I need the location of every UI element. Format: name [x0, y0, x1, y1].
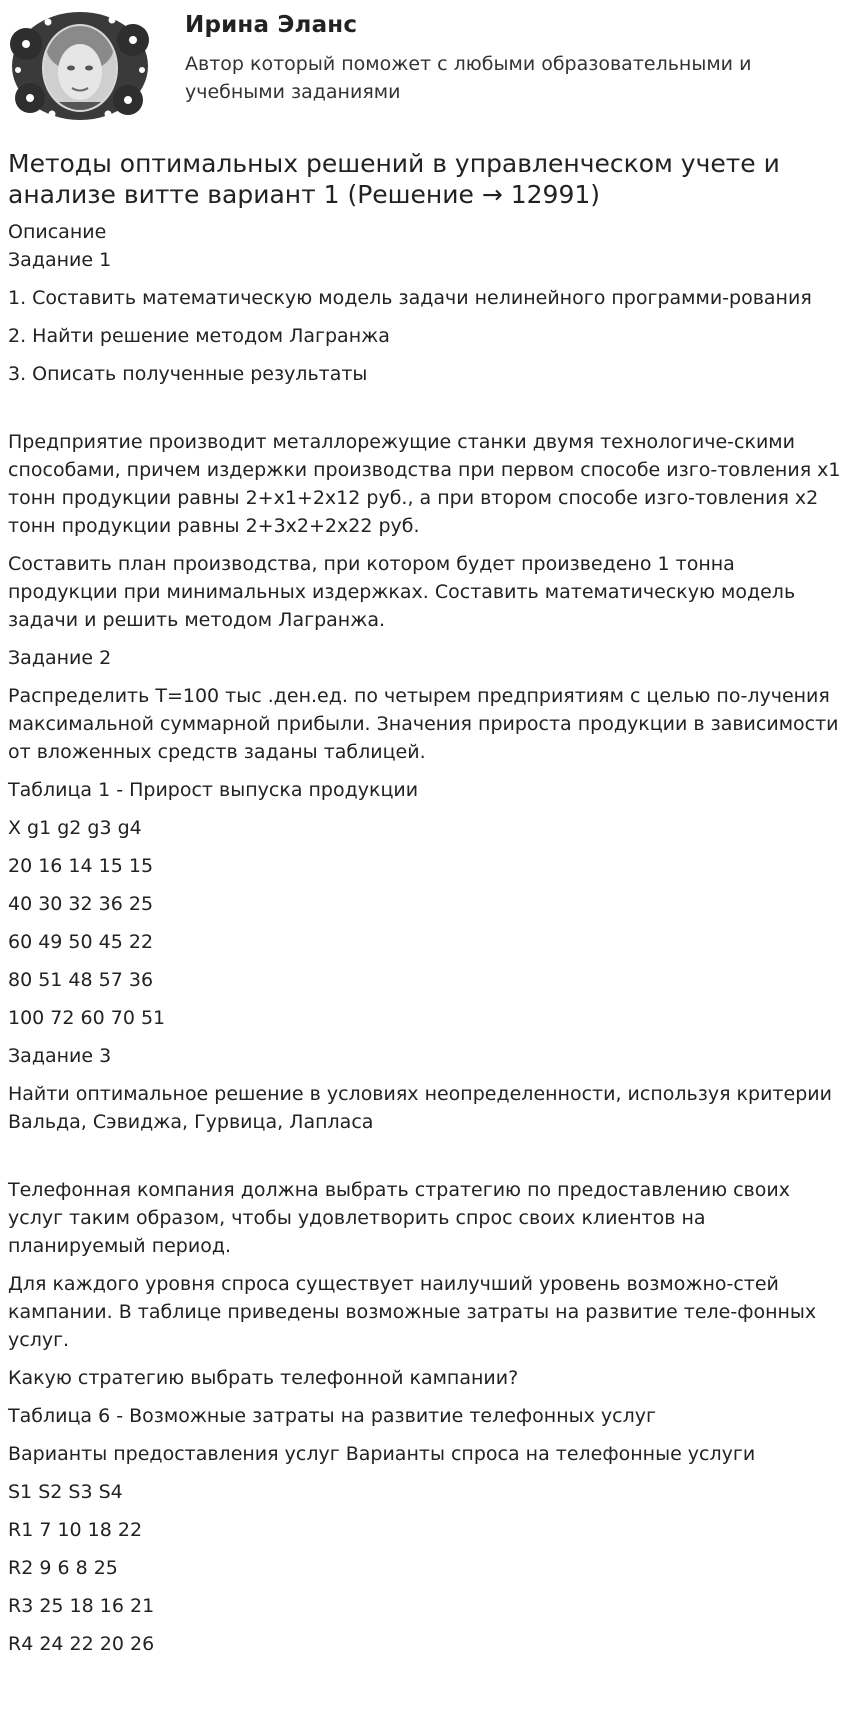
task1-paragraph-2: Составить план производства, при котором будет произведено 1 тонна продукции при минимальных издержках. Составить математическую модель задачи и решить методом Лагранжа.: [8, 553, 796, 631]
table6-row: R3 25 18 16 21: [8, 1595, 155, 1617]
table6-row: R1 7 10 18 22: [8, 1519, 143, 1541]
table6-row: R2 9 6 8 25: [8, 1557, 118, 1579]
task2-heading: Задание 2: [8, 647, 112, 669]
table6-header: Варианты предоставления услуг Варианты спроса на телефонные услуги: [8, 1443, 756, 1465]
table1-caption: Таблица 1 - Прирост выпуска продукции: [8, 779, 419, 801]
page-title: Методы оптимальных решений в управленческом учете и анализе витте вариант 1 (Решение → 12991): [8, 149, 780, 209]
table6-row: R4 24 22 20 26: [8, 1633, 155, 1655]
document-body: [8, 218, 843, 1658]
task3-text: Найти оптимальное решение в условиях неопределенности, используя критерии Вальда, Сэвиджа, Гурвица, Лапласа: [8, 1083, 832, 1133]
task3-paragraph-1: Телефонная компания должна выбрать стратегию по предоставлению своих услуг таким образом, чтобы удовлетворить спрос своих клиентов на планируемый период.: [8, 1179, 790, 1257]
task1-paragraph-1: Предприятие производит металлорежущие станки двумя технологиче-скими способами, причем издержки производства при первом способе изго-товления х1 тонн продукции равны 2+х1+2х12 руб., а при втором способе изго-товления х2 тонн продукции равны 2+3х2+2х22 руб.: [8, 431, 841, 537]
table1-row: X g1 g2 g3 g4: [8, 817, 142, 839]
table1-row: 60 49 50 45 22: [8, 931, 154, 953]
description-label: Описание: [8, 221, 107, 243]
table1-row: 100 72 60 70 51: [8, 1007, 166, 1029]
task1-item-2: 2. Найти решение методом Лагранжа: [8, 325, 390, 347]
task3-paragraph-3: Какую стратегию выбрать телефонной кампании?: [8, 1367, 519, 1389]
table6-caption: Таблица 6 - Возможные затраты на развитие телефонных услуг: [8, 1405, 656, 1427]
task3-heading: Задание 3: [8, 1045, 112, 1067]
task1-item-3: 3. Описать полученные результаты: [8, 363, 368, 385]
table1-row: 80 51 48 57 36: [8, 969, 154, 991]
author-name[interactable]: Ирина Эланс: [185, 12, 358, 38]
table1-row: 20 16 14 15 15: [8, 855, 154, 877]
author-card: [0, 0, 847, 130]
task1-heading: Задание 1: [8, 249, 112, 271]
task2-text: Распределить Т=100 тыс .ден.ед. по четырем предприятиям с целью по-лучения максимальной суммарной прибыли. Значения прироста продукции в зависимости от вложенных средств заданы таблицей.: [8, 685, 839, 763]
table1-row: 40 30 32 36 25: [8, 893, 154, 915]
task1-item-1: 1. Составить математическую модель задачи нелинейного программи-рования: [8, 287, 812, 309]
table6-row: S1 S2 S3 S4: [8, 1481, 123, 1503]
author-description: Автор который поможет с любыми образовательными и учебными заданиями: [185, 53, 752, 103]
task3-paragraph-2: Для каждого уровня спроса существует наилучший уровень возможно-стей кампании. В таблице приведены возможные затраты на развитие теле-фонных услуг.: [8, 1273, 817, 1351]
author-avatar[interactable]: [8, 6, 151, 126]
